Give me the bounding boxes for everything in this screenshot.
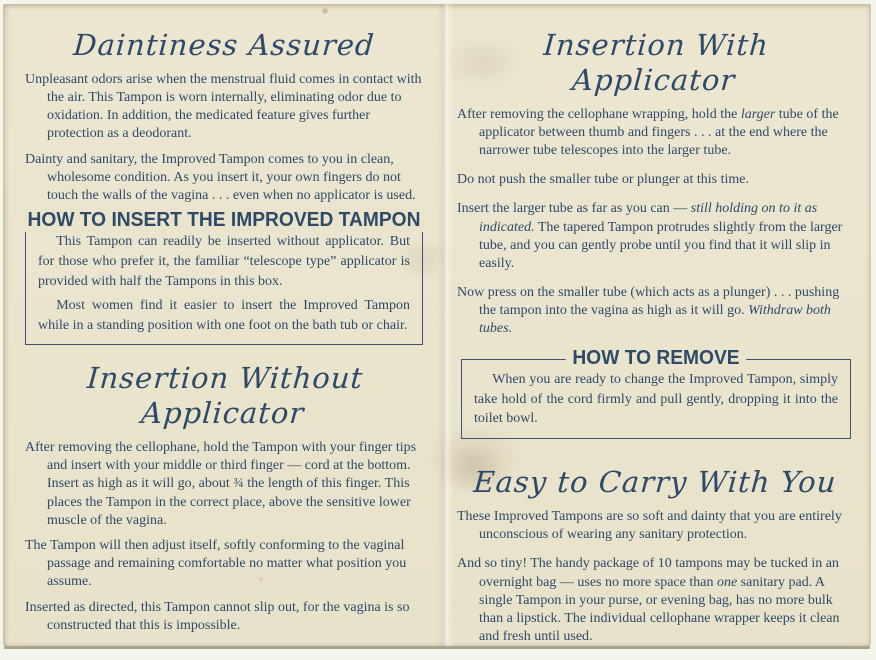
section-without-applicator [25, 361, 423, 634]
without-applicator-heading: Insertion Without Applicator [86, 361, 365, 431]
right-page [437, 28, 871, 646]
paragraph: Insert the larger tube as far as you can — still holding on to it as indicated. The tapered Tampon protrudes slightly from the larger tube, and you can gently probe until you find that it will slip in easily. [457, 201, 843, 271]
left-page [3, 28, 437, 646]
section-easy-carry [457, 465, 853, 646]
without-applicator-body [25, 439, 423, 635]
paragraph: Inserted as directed, this Tampon cannot slip out, for the vagina is so constructed that this is impossible. [25, 599, 410, 633]
easy-carry-heading: Easy to Carry With You [472, 465, 838, 500]
daintiness-heading: Daintiness Assured [72, 28, 376, 62]
paragraph: This Tampon can readily be inserted without applicator. But for those who prefer it, the familiar “telescope type” applicator is provided with half the Tampons in this box. [38, 234, 410, 289]
paragraph: These Improved Tampons are so soft and dainty that you are entirely unconscious of wearing any sanitary protection. [457, 509, 842, 543]
paragraph: After removing the cellophane wrapping, hold the larger tube of the applicator between thumb and fingers . . . at the end where the narrower tube telescopes into the larger tube. [457, 106, 839, 158]
remove-box-body [474, 370, 838, 430]
with-applicator-body [457, 106, 853, 339]
how-to-remove-box [461, 346, 851, 440]
paragraph: Dainty and sanitary, the Improved Tampon comes to you in clean, wholesome condition. As you insert it, your own fingers do not touch the walls of the vagina . . . even when no applicator is used. [25, 151, 416, 203]
section-with-applicator [457, 28, 853, 339]
paragraph: Do not push the smaller tube or plunger at this time. [457, 172, 750, 188]
paragraph: When you are ready to change the Improved Tampon, simply take hold of the cord firmly and pull gently, dropping it into the toilet bowl. [474, 371, 838, 427]
paragraph: The Tampon will then adjust itself, softly conforming to the vaginal passage and remaining comfortable no matter what position you assume. [25, 538, 407, 590]
remove-box-title: HOW TO REMOVE [566, 347, 747, 370]
paragraph: Now press on the smaller tube (which acts as a plunger) . . . pushing the tampon into the vagina as high as it will go. Withdraw both tubes. [457, 285, 840, 337]
section-daintiness [25, 28, 423, 205]
pamphlet-page [3, 4, 871, 646]
paragraph: After removing the cellophane, hold the Tampon with your finger tips and insert with your middle or third finger — cord at the bottom. Insert as high as it will go, about ¾ the length of this finger. This places the Tampon in the correct place, above the sensitive lower muscle of the vagina. [25, 440, 417, 528]
insert-box-body [38, 232, 410, 335]
paragraph: Most women find it easier to insert the Improved Tampon while in a standing position with one foot on the bath tub or chair. [38, 297, 410, 333]
daintiness-body [25, 71, 423, 205]
insert-box-title: HOW TO INSERT THE IMPROVED TAMPON [21, 209, 427, 232]
paragraph: And so tiny! The handy package of 10 tampons may be tucked in an overnight bag — uses no more space than one sanitary pad. A single Tampon in your purse, or evening bag, has no more bulk than a lipstick. The individual cellophane wrapper keeps it clean and fresh until used. [457, 556, 840, 645]
paragraph: Unpleasant odors arise when the menstrual fluid comes in contact with the air. This Tampon is worn internally, eliminating odor due to oxidation. In addition, the medicated feature gives further protection as a deodorant. [25, 71, 422, 142]
with-applicator-heading: Insertion With Applicator [542, 28, 771, 97]
how-to-insert-box [25, 209, 423, 345]
easy-carry-body [457, 508, 853, 646]
